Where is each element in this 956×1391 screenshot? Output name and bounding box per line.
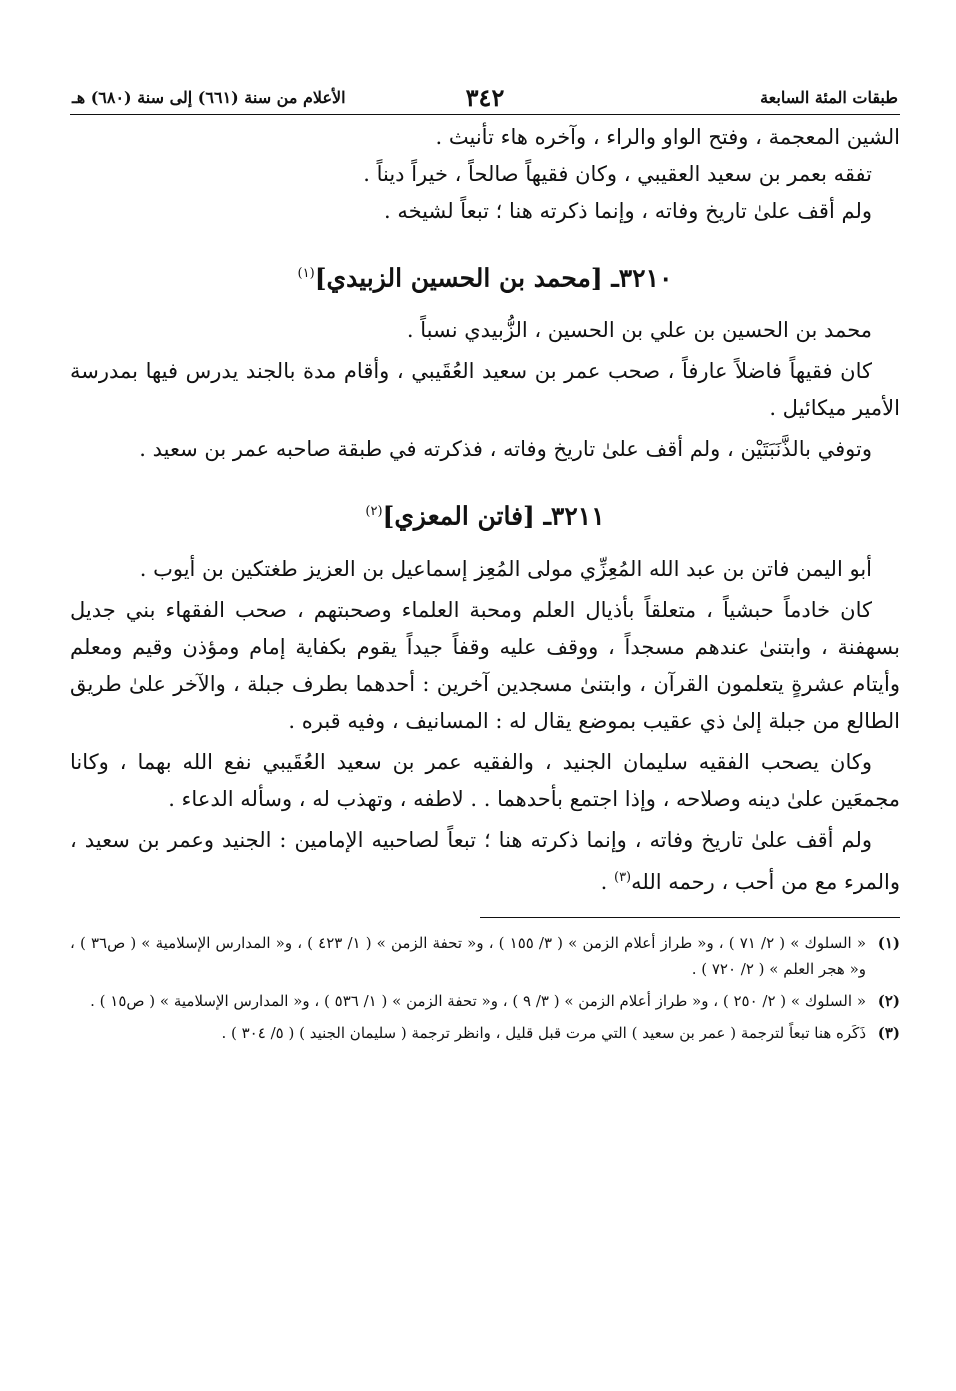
footnote-text: ذَكَره هنا تبعاً لترجمة ( عمر بن سعيد ) التي مرت قبل قليل ، وانظر ترجمة ( سليمان الجنيد ) ( ٥/ ٣٠٤ ) . [221, 1023, 866, 1042]
entry-heading [70, 252, 900, 300]
entry-paragraph: كان خادماً حبشياً ، متعلقاً بأذيال العلم ومحبة العلماء وصحبتهم ، صحب الفقهاء بني جديل بسهفنة ، وابتنىٰ عندهم مسجداً ، ووقف عليه وقفاً جيداً يقوم بكفاية إمام ومؤذن وقيم ومعلم وأيتام عشرةٍ يتعلمون القرآن ، وابتنىٰ مسجدين آخرين : أحدهما بطرف جبلة ، والآخر علىٰ طريق الطالع من جبلة إلىٰ ذي عقيب بموضع يقال له : المسانيف ، وفيه قبره . [70, 597, 900, 733]
footnote-number: (٣) [877, 1023, 900, 1042]
entry-heading [70, 490, 900, 538]
entry-title-text: ٣٢١٠ـ [محمد بن الحسين الزبيدي] [314, 263, 673, 293]
entry-paragraph: كان فقيهاً فاضلاً عارفاً ، صحب عمر بن سعيد العُقَيبي ، وأقام مدة بالجند يدرس فيها بمدرسة الأمير ميكائيل . [70, 359, 900, 421]
entry-paragraph-text: ولم أقف علىٰ تاريخ وفاته ، وإنما ذكرته هنا ؛ تبعاً لصاحبيه الإمامين : الجنيد وعمر بن سعيد ، والمرء مع من أحب ، رحمه الله [70, 827, 900, 894]
entry-paragraph: أبو اليمن فاتن بن عبد الله المُعِزِّي مولى المُعِز إسماعيل بن العزيز طغتكين بن أيوب . [139, 556, 872, 581]
footnote-text: « السلوك » ( ٢/ ٢٥٠ ) ، و« طراز أعلام الزمن » ( ٣/ ٩ ) ، و« تحفة الزمن » ( ١/ ٥٣٦ ) ، و« المدارس الإسلامية » ( ص١٥ ) . [90, 991, 866, 1010]
footnote-number: (١) [877, 933, 900, 952]
book-page [70, 80, 900, 1052]
entry-title-text: ٣٢١١ـ [فاتن المعزي] [382, 501, 605, 531]
entry-paragraph [70, 822, 900, 901]
footnotes [70, 930, 900, 1046]
intro-paragraph: تفقه بعمر بن سعيد العقيبي ، وكان فقيهاً صالحاً ، خيراً ديناً . [363, 162, 872, 186]
entry-paragraph: وكان يصحب الفقيه سليمان الجنيد ، والفقيه عمر بن سعيد العُقَيبي نفع الله بهما ، وكانا مجمعَين علىٰ دينه وصلاحه ، وإذا اجتمع بأحدهما . . لاطفه ، وتهذب له ، وسأله الدعاء . [70, 749, 900, 811]
year-range-title: الأعلام من سنة (٦٦١) إلى سنة (٦٨٠) هـ [72, 87, 346, 107]
footnote-marker: (٢) [365, 504, 383, 520]
footnote-marker: (١) [297, 266, 315, 281]
intro-paragraph: الشين المعجمة ، وفتح الواو والراء ، وآخره هاء تأنيث . [435, 125, 900, 149]
footnote [70, 930, 900, 982]
footnote-number: (٢) [877, 991, 900, 1010]
entry-paragraph: وتوفي بالذَّنَبَتَيْن ، ولم أقف علىٰ تاريخ وفاته ، فذكرته في طبقة صاحبه عمر بن سعيد . [139, 437, 872, 462]
footnote [70, 1020, 900, 1046]
footnote-separator [480, 917, 900, 918]
entry-paragraph: محمد بن الحسين بن علي بن الحسين ، الزُّبيدي نسباً . [406, 318, 872, 343]
entry-paragraph-tail: . [600, 869, 614, 894]
footnote-text: « السلوك » ( ٢/ ٧١ ) ، و« طراز أعلام الزمن » ( ٣/ ١٥٥ ) ، و« تحفة الزمن » ( ١/ ٤٢٣ ) ، و« المدارس الإسلامية » ( ص٣٦ ) ، و« هجر العلم » ( ٢/ ٧٢٠ ) . [70, 933, 867, 978]
book-section-title: طبقات المئة السابعة [760, 87, 898, 107]
footnote-marker: (٣) [613, 869, 632, 885]
page-number: ٣٤٢ [465, 82, 505, 112]
footnote [70, 988, 900, 1014]
running-header [70, 80, 900, 115]
intro-paragraph: ولم أقف علىٰ تاريخ وفاته ، وإنما ذكرته هنا ؛ تبعاً لشيخه . [383, 199, 872, 223]
